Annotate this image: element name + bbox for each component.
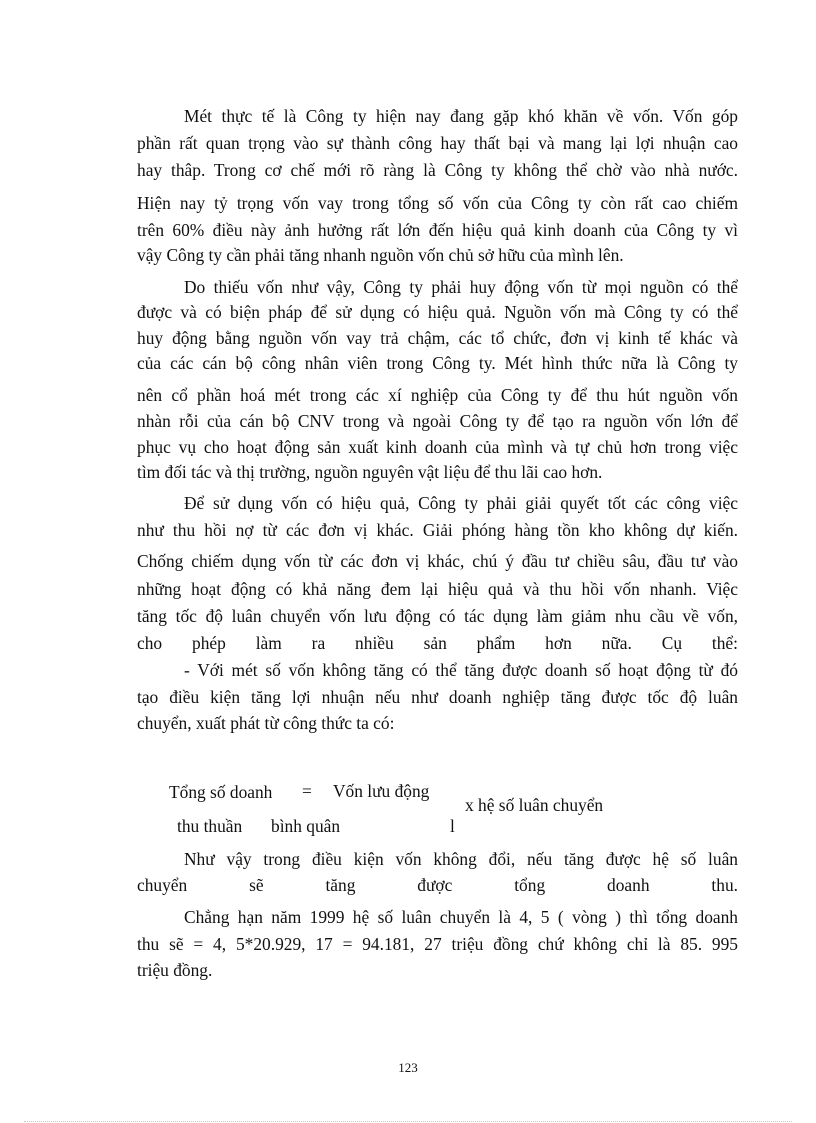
text-line: tăng tốc độ luân chuyển vốn lưu động có tác dụng làm giảm nhu cầu về vốn, <box>137 606 738 626</box>
text-line: Như vậy trong điều kiện vốn không đổi, nếu tăng được hệ số luân <box>184 849 738 869</box>
page-number: 123 <box>398 1060 418 1075</box>
formula-rhs-bottom: bình quân <box>271 816 341 836</box>
text-line: triệu đồng. <box>137 960 213 980</box>
text-line: huy động bằng nguồn vốn vay trả chậm, các tổ chức, đơn vị kinh tế khác và <box>137 328 738 348</box>
text-line: chuyển, xuất phát từ công thức ta có: <box>137 713 395 733</box>
formula-stray-mark: l <box>450 816 455 836</box>
formula-rhs-top: Vốn lưu động <box>333 781 430 801</box>
text-line: cho phép làm ra nhiều sản phẩm hơn nữa. Cụ thể: <box>137 633 738 653</box>
text-line: tạo điều kiện tăng lợi nhuận nếu như doanh nghiệp tăng được tốc độ luân <box>137 687 738 707</box>
text-line: tìm đối tác và thị trường, nguồn nguyên vật liệu để thu lãi cao hơn. <box>137 462 603 482</box>
text-line: nên cổ phần hoá mét trong các xí nghiệp của Công ty để thu hút nguồn vốn <box>137 385 738 405</box>
text-line: Chẳng hạn năm 1999 hệ số luân chuyển là 4, 5 ( vòng ) thì tổng doanh <box>184 907 738 927</box>
text-line: những hoạt động có khả năng đem lại hiệu quả và thu hồi vốn nhanh. Việc <box>137 579 738 599</box>
text-line: được và có biện pháp để sử dụng có hiệu quả. Nguồn vốn mà Công ty có thể <box>137 302 738 322</box>
text-line: thu sẽ = 4, 5*20.929, 17 = 94.181, 27 triệu đồng chứ không chỉ là 85. 995 <box>137 934 738 954</box>
page-bottom-rule <box>24 1121 792 1122</box>
text-line: hay thâp. Trong cơ chế mới rõ ràng là Công ty không thể chờ vào nhà nước. <box>137 160 738 180</box>
text-line: Mét thực tế là Công ty hiện nay đang gặp khó khăn về vốn. Vốn góp <box>184 106 738 126</box>
text-line: Chống chiếm dụng vốn từ các đơn vị khác, chú ý đầu tư chiều sâu, đầu tư vào <box>137 551 738 571</box>
text-line: phần rất quan trọng vào sự thành công hay thất bại và mang lại lợi nhuận cao <box>137 133 738 153</box>
text-line: Để sử dụng vốn có hiệu quả, Công ty phải giải quyết tốt các công việc <box>184 493 738 513</box>
text-line: vậy Công ty cần phải tăng nhanh nguồn vốn chủ sở hữu của mình lên. <box>137 245 624 265</box>
text-line: nhàn rỗi của cán bộ CNV trong và ngoài Công ty để tạo ra nguồn vốn lớn để <box>137 411 738 431</box>
text-line: Hiện nay tỷ trọng vốn vay trong tổng số vốn của Công ty còn rất cao chiếm <box>137 193 738 213</box>
formula-equals: = <box>302 781 312 801</box>
formula-lhs-top: Tổng số doanh <box>169 782 273 802</box>
text-line: Do thiếu vốn như vậy, Công ty phải huy động vốn từ mọi nguồn có thể <box>184 277 738 297</box>
text-line: như thu hồi nợ từ các đơn vị khác. Giải phóng hàng tồn kho không dự kiến. <box>137 520 738 540</box>
text-line: của các cán bộ công nhân viên trong Công ty. Mét hình thức nữa là Công ty <box>137 353 738 373</box>
text-line: phục vụ cho hoạt động sản xuất kinh doanh của mình và tự chủ hơn trong việc <box>137 437 738 457</box>
formula-lhs-bottom: thu thuần <box>177 816 243 836</box>
text-line: - Với mét số vốn không tăng có thể tăng được doanh số hoạt động từ đó <box>184 660 738 680</box>
formula-multiplier: x hệ số luân chuyển <box>465 795 604 815</box>
text-line: chuyển sẽ tăng được tổng doanh thu. <box>137 875 738 895</box>
text-line: trên 60% điều này ảnh hưởng rất lớn đến hiệu quả kinh doanh của Công ty vì <box>137 220 738 240</box>
